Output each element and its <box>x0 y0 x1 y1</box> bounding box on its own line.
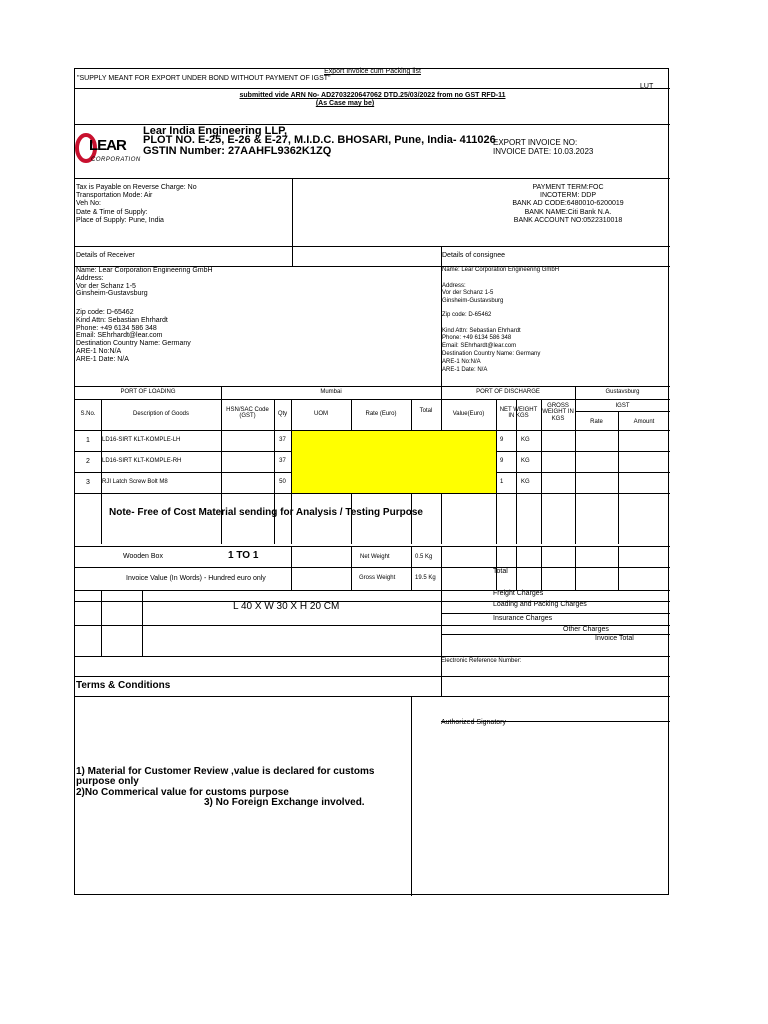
port-discharge-label: PORT OF DISCHARGE <box>476 389 540 395</box>
supply-line: Veh No: <box>76 200 101 208</box>
row-qty: 37 <box>279 437 286 443</box>
terms-line-3: 3) No Foreign Exchange involved. <box>204 797 365 808</box>
rule <box>541 546 542 590</box>
consignee-line: Destination Country Name: Germany <box>442 350 541 357</box>
col-header-rate: Rate (Euro) <box>365 411 397 417</box>
rule <box>75 546 670 547</box>
rule <box>75 246 670 247</box>
receiver-line: Destination Country Name: Germany <box>76 340 191 348</box>
supply-note: "SUPPLY MEANT FOR EXPORT UNDER BOND WITHOUT PAYMENT OF IGST" <box>77 75 331 82</box>
consignee-block-b <box>442 312 540 374</box>
rule <box>618 411 619 544</box>
rule <box>75 178 670 179</box>
consignee-line: Address: <box>442 282 466 289</box>
row-sno: 2 <box>86 458 90 465</box>
col-header-igst-rate: Rate <box>590 419 603 425</box>
consignee-line: Ginsheim-Gustavsburg <box>442 298 504 305</box>
supply-line: Place of Supply: Pune, India <box>76 216 164 224</box>
payment-info <box>455 184 681 225</box>
col-header-sno: S.No. <box>80 411 96 417</box>
row-description: RJI Latch Screw Bolt M8 <box>102 479 168 485</box>
rule <box>351 546 352 590</box>
receiver-line: Address: <box>76 274 104 282</box>
rule <box>75 656 670 657</box>
charges-other: Other Charges <box>563 626 609 633</box>
payment-line: BANK NAME:Citi Bank N.A. <box>524 208 612 216</box>
gross-weight-value: 19.5 Kg <box>415 575 436 581</box>
rule <box>101 399 102 544</box>
port-discharge-value: Gustavsburg <box>605 389 640 395</box>
consignee-block-a <box>442 267 559 306</box>
receiver-heading: Details of Receiver <box>76 252 135 259</box>
lut-label: LUT <box>640 83 654 90</box>
rule <box>441 567 442 696</box>
consignee-line <box>442 320 540 328</box>
company-logo <box>75 125 143 171</box>
receiver-line: ARE-1 Date: N/A <box>76 355 129 363</box>
highlight-cells <box>292 431 496 493</box>
rule <box>411 546 412 590</box>
rule <box>142 590 143 656</box>
row-sno: 3 <box>86 479 90 486</box>
rule <box>496 399 497 544</box>
col-header-value: Value(Euro) <box>452 411 485 417</box>
gross-weight-label: Gross Weight <box>359 575 396 581</box>
charges-total: Total <box>493 568 508 575</box>
charges-insurance: Insurance Charges <box>493 615 553 622</box>
rule <box>75 386 670 387</box>
terms-line-2: 2)No Commerical value for customs purpose <box>76 787 289 798</box>
rule <box>75 696 670 697</box>
supply-line: Date & Time of Supply: <box>76 208 148 216</box>
rule <box>75 88 670 89</box>
rule <box>575 411 670 412</box>
row-unit: KG <box>521 479 530 485</box>
receiver-line: Kind Attn: Sebastian Ehrhardt <box>76 316 168 324</box>
company-address: PLOT NO. E-25, E-26 & E-27, M.I.D.C. BHOSARI, Pune, India- 411026 <box>143 134 496 146</box>
row-qty: 50 <box>279 479 286 485</box>
col-header-gross-weight: GROSS WEIGHT IN KGS <box>542 403 574 422</box>
row-net-weight: 1 <box>500 479 504 485</box>
row-description: LD16-SIRT KLT-KOMPLE-LH <box>102 437 181 443</box>
arn-line: submitted vide ARN No- AD2703220647062 DTD.25/03/2022 from no GST RFD-11 <box>239 92 506 99</box>
consignee-line: Name: Lear Corporation Engineering GmbH <box>442 267 560 273</box>
rule <box>75 676 670 677</box>
col-header-description: Description of Goods <box>132 411 190 417</box>
consignee-line: Kind Attn: Sebastian Ehrhardt <box>442 327 521 334</box>
rule <box>411 696 412 896</box>
col-header-net-weight: NET WEIGHT IN KGS <box>499 407 538 420</box>
row-net-weight: 9 <box>500 458 504 464</box>
box-label: Wooden Box <box>123 553 163 560</box>
rule <box>292 178 293 266</box>
port-loading-label: PORT OF LOADING <box>120 389 176 395</box>
rule <box>516 399 517 544</box>
rule <box>75 567 670 568</box>
box-value: 1 TO 1 <box>228 550 259 561</box>
rule <box>441 613 670 614</box>
consignee-line: ARE-1 No:N/A <box>442 358 481 365</box>
consignee-line <box>442 275 559 283</box>
terms-heading: Terms & Conditions <box>76 680 171 691</box>
rule <box>75 493 670 494</box>
charges-invoice-total: Invoice Total <box>595 635 634 642</box>
terms-line-1: 1) Material for Customer Review ,value is declared for customs <box>76 766 375 777</box>
rule <box>101 590 102 656</box>
rule <box>291 546 292 590</box>
payment-line: PAYMENT TERM:FOC <box>532 184 604 191</box>
col-header-qty: Qty <box>277 411 288 417</box>
consignee-line: Email: SEhrhardt@lear.com <box>442 343 517 350</box>
terms-line-1b: purpose only <box>76 776 139 787</box>
payment-line: INCOTERM: DDP <box>540 192 596 200</box>
rule <box>575 546 576 590</box>
receiver-block-a <box>76 267 213 298</box>
supply-line: Tax is Payable on Reverse Charge: No <box>76 184 197 191</box>
net-weight-label: Net Weight <box>360 554 390 560</box>
supply-info <box>76 184 197 225</box>
rule <box>274 399 275 544</box>
rule <box>75 399 670 400</box>
consignee-line: Vor der Schanz 1-5 <box>442 290 494 297</box>
company-gstin: GSTIN Number: 27AAHFL9362K1ZQ <box>143 145 332 157</box>
row-sno: 1 <box>86 437 90 444</box>
charges-loading-packing: Loading and Packing Charges <box>493 601 587 608</box>
receiver-line: Vor der Schanz 1-5 <box>76 282 136 290</box>
receiver-line: ARE-1 No:N/A <box>76 347 122 355</box>
row-description: LD16-SIRT KLT-KOMPLE-RH <box>102 458 182 464</box>
payment-line: BANK AD CODE:6480010-6200019 <box>512 200 624 208</box>
col-header-uom: UOM <box>314 411 328 417</box>
as-case-note: (As Case may be) <box>315 100 375 107</box>
invoice-sheet <box>74 68 669 895</box>
col-header-igst-amount: Amount <box>633 419 655 425</box>
col-header-igst: IGST <box>615 403 630 409</box>
receiver-block-b <box>76 309 191 364</box>
row-unit: KG <box>521 458 530 464</box>
receiver-line: Ginsheim-Gustavsburg <box>76 290 148 298</box>
col-header-total: Total <box>419 408 433 414</box>
invoice-number-label: EXPORT INVOICE NO: <box>493 138 578 147</box>
payment-line: BANK ACCOUNT NO:0522310018 <box>513 216 623 224</box>
port-loading-value: Mumbai <box>320 389 342 395</box>
authorized-signatory: Authorized Signatory <box>441 719 506 726</box>
consignee-heading: Details of consignee <box>442 252 506 259</box>
charges-freight: Freight Charges <box>493 590 544 597</box>
rule <box>618 546 619 590</box>
invoice-value-words: Invoice Value (In Words) - Hundred euro only <box>126 575 266 582</box>
note-text: Note- Free of Cost Material sending for Analysis / Testing Purpose <box>109 507 423 518</box>
receiver-line: Phone: +49 6134 586 348 <box>76 324 157 332</box>
consignee-line: Zip code: D-65462 <box>442 312 492 318</box>
consignee-line: Phone: +49 6134 586 348 <box>442 335 512 342</box>
rule <box>75 590 670 591</box>
logo-subtitle: CORPORATION <box>91 157 141 163</box>
company-name: Lear India Engineering LLP, <box>143 125 288 137</box>
row-net-weight: 9 <box>500 437 504 443</box>
receiver-line: Zip code: D-65462 <box>76 309 134 316</box>
invoice-date-label: INVOICE DATE: 10.03.2023 <box>493 147 594 156</box>
col-header-hsn: HSN/SAC Code (GST) <box>226 407 269 420</box>
net-weight-value: 0.5 Kg <box>415 554 433 560</box>
receiver-line: Name: Lear Corporation Engineering GmbH <box>76 267 213 274</box>
rule <box>441 634 670 635</box>
electronic-reference: Electronic Reference Number: <box>441 658 522 664</box>
box-dimensions: L 40 X W 30 X H 20 CM <box>233 601 340 612</box>
consignee-line: ARE-1 Date: N/A <box>442 366 488 373</box>
rule <box>516 546 517 590</box>
row-qty: 37 <box>279 458 286 464</box>
supply-line: Transportation Mode: Air <box>76 192 153 200</box>
receiver-line: Email: SEhrhardt@lear.com <box>76 332 163 340</box>
row-unit: KG <box>521 437 530 443</box>
logo-wordmark: LEAR <box>89 137 126 154</box>
doc-title: Export Invoice cum Packing list <box>324 68 421 75</box>
rule <box>221 399 222 544</box>
